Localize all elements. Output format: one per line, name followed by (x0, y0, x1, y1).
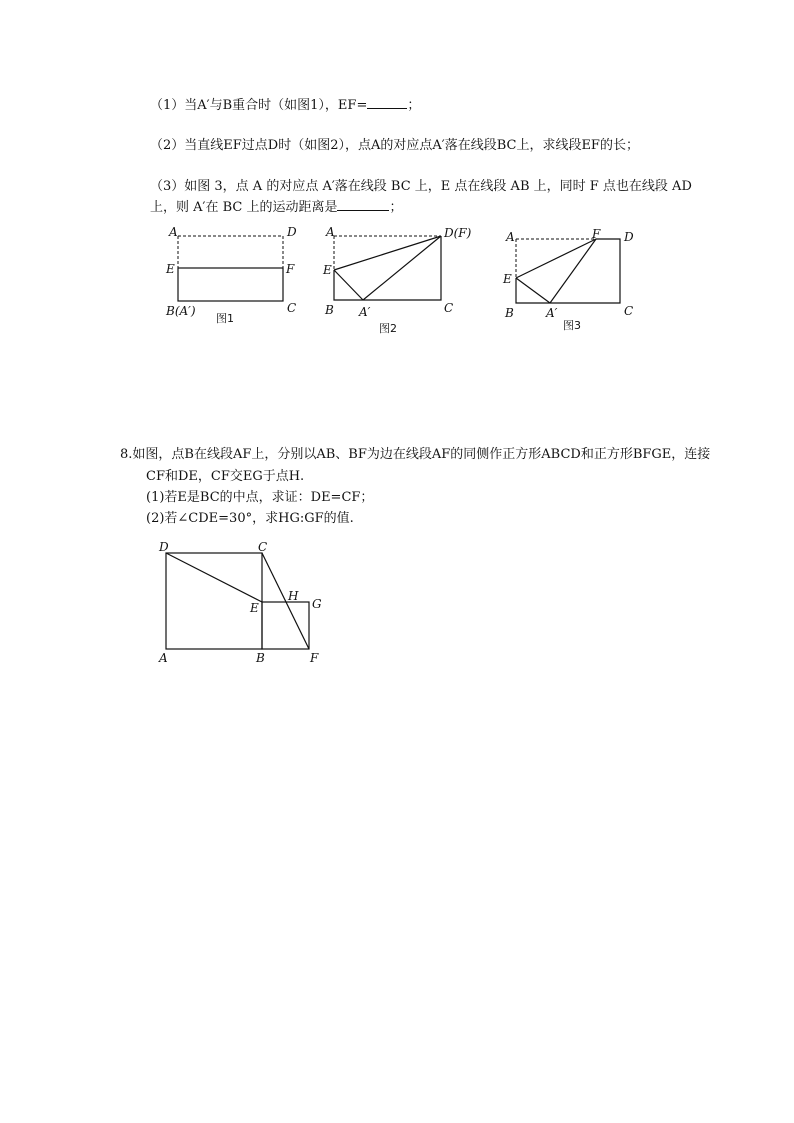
fig2-outline (334, 236, 441, 300)
fig2-eap (334, 270, 363, 300)
fig3-label-e: E (503, 272, 512, 286)
fig2-ed (334, 236, 441, 270)
fig2-label-d: D(F) (444, 226, 472, 240)
fig4-label-f: F (310, 651, 319, 665)
fig2-caption: 图2 (379, 322, 397, 335)
q7-part3-text: 上，则 A′在 BC 上的运动距离是 (150, 200, 338, 215)
figure-4 (150, 540, 340, 670)
fig4-label-e: E (250, 601, 259, 615)
fig4-cf (262, 553, 309, 649)
fig1-label-b: B(A′) (166, 304, 196, 318)
q8-line4: (2)若∠CDE=30°，求HG:GF的值. (146, 511, 354, 526)
q7-part3-end: ； (389, 200, 403, 215)
q7-part3-line1: （3）如图 3，点 A 的对应点 A′落在线段 BC 上，E 点在线段 AB 上，同时 F 点也在线段 AD (150, 179, 692, 194)
answer-blank-1[interactable] (367, 96, 407, 109)
q8-line1: 8.如图，点B在线段AF上，分别以AB、BF为边在线段AF的同侧作正方形ABCD和正方形BFGE，连接 (120, 447, 711, 462)
fig4-label-d: D (159, 540, 169, 554)
fig3-label-b: B (505, 306, 514, 320)
q7-part1-text: （1）当A′与B重合时（如图1），EF= (150, 98, 368, 113)
fig4-label-c: C (258, 540, 268, 554)
fig4-label-g: G (312, 597, 322, 611)
fig1-label-f: F (286, 262, 295, 276)
fig4-de (166, 553, 262, 602)
figure-1 (160, 222, 310, 332)
fig4-square-abcd (166, 553, 262, 649)
fig1-label-c: C (287, 301, 297, 315)
q7-part3-line2 (150, 198, 403, 217)
fig1-rect-efcb (178, 268, 283, 301)
q7-part1-end: ； (407, 98, 421, 113)
q7-part2: （2）当直线EF过点D时（如图2），点A的对应点A′落在线段BC上，求线段EF的长； (150, 138, 639, 153)
q7-part1 (150, 96, 420, 115)
fig3-ef (516, 239, 596, 278)
fig1-label-a: A (169, 225, 178, 239)
figure-3 (500, 222, 650, 337)
fig2-label-b: B (325, 303, 334, 317)
fig2-label-c: C (444, 301, 454, 315)
fig2-label-e: E (323, 263, 332, 277)
fig2-label-a: A (326, 225, 335, 239)
fig2-apd (363, 236, 441, 300)
fig1-label-d: D (287, 225, 297, 239)
fig4-label-b: B (256, 651, 265, 665)
answer-blank-2[interactable] (337, 198, 389, 211)
fig1-caption: 图1 (216, 312, 234, 325)
fig4-square-bfge (262, 602, 309, 649)
figure-2 (320, 222, 480, 337)
fig3-label-ap: A′ (546, 306, 558, 320)
fig4-label-a: A (159, 651, 168, 665)
fig2-label-ap: A′ (359, 305, 371, 319)
fig3-label-c: C (624, 304, 634, 318)
fig3-label-f: F (592, 227, 601, 241)
fig3-eap (516, 278, 550, 303)
fig3-apf (550, 239, 596, 303)
fig3-label-d: D (624, 230, 634, 244)
fig4-label-h: H (288, 589, 299, 603)
fig3-caption: 图3 (563, 319, 581, 332)
q8-line3: (1)若E是BC的中点，求证：DE=CF； (146, 490, 374, 505)
q8-line2: CF和DE，CF交EG于点H. (146, 469, 305, 484)
fig1-label-e: E (166, 262, 175, 276)
fig3-label-a: A (506, 230, 515, 244)
